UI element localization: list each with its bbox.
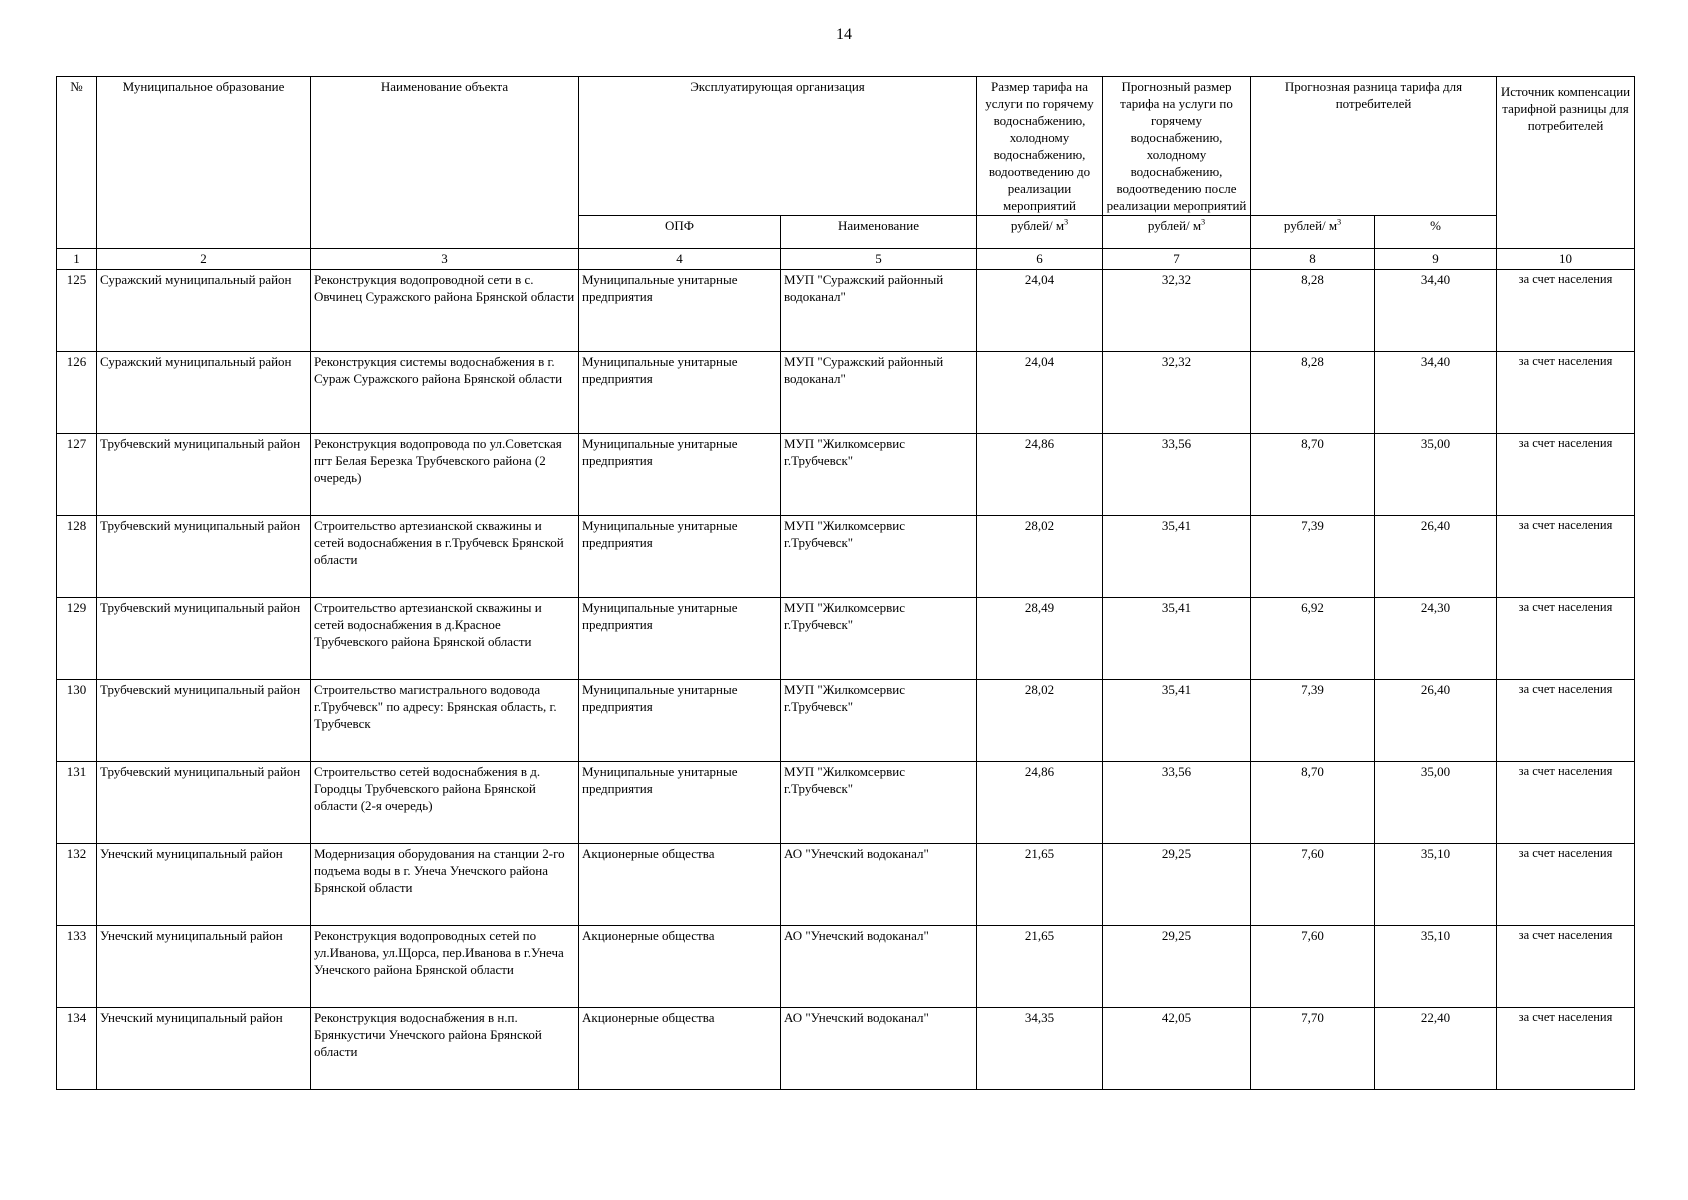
header-unit-diff-percent: %: [1375, 216, 1497, 249]
object-name-cell: Реконструкция водопроводной сети в с. Овчинец Суражского района Брянской области: [311, 270, 579, 352]
tariff-before-cell: 28,02: [977, 680, 1103, 762]
table-row: [57, 598, 1635, 680]
tariff-before-cell: 28,02: [977, 516, 1103, 598]
tariff-before-cell: 24,04: [977, 352, 1103, 434]
municipality-cell: Унечский муниципальный район: [97, 926, 311, 1008]
compensation-source-cell: за счет населения: [1497, 926, 1635, 1008]
operator-opf-cell: Муниципальные унитарные предприятия: [579, 598, 781, 680]
object-name-cell: Реконструкция системы водоснабжения в г. Сураж Суражского района Брянской области: [311, 352, 579, 434]
compensation-source-cell: за счет населения: [1497, 844, 1635, 926]
tariff-diff-rub-cell: 7,39: [1251, 516, 1375, 598]
tariff-diff-percent-cell: 26,40: [1375, 680, 1497, 762]
compensation-source-cell: за счет населения: [1497, 680, 1635, 762]
operator-opf-cell: Акционерные общества: [579, 844, 781, 926]
tariff-diff-percent-cell: 24,30: [1375, 598, 1497, 680]
municipality-cell: Унечский муниципальный район: [97, 844, 311, 926]
header-unit-diff-rub: рублей/ $м^3$: [1251, 216, 1375, 249]
table-row: [57, 680, 1635, 762]
tariff-before-cell: 28,49: [977, 598, 1103, 680]
operator-name-cell: МУП "Жилкомсервис г.Трубчевск": [781, 516, 977, 598]
page-number: 14: [836, 26, 852, 43]
operator-opf-cell: Акционерные общества: [579, 1008, 781, 1090]
header-tariff-after: Прогнозный размер тарифа на услуги по горячему водоснабжению, холодному водоснабжению, водоотведению после реализации мероприятий: [1103, 77, 1251, 216]
object-name-cell: Реконструкция водоснабжения в н.п. Брянкустичи Унечского района Брянской области: [311, 1008, 579, 1090]
operator-opf-cell: Муниципальные унитарные предприятия: [579, 680, 781, 762]
operator-opf-cell: Муниципальные унитарные предприятия: [579, 352, 781, 434]
municipality-cell: Трубчевский муниципальный район: [97, 598, 311, 680]
compensation-source-cell: за счет населения: [1497, 434, 1635, 516]
tariff-after-cell: 42,05: [1103, 1008, 1251, 1090]
object-name-cell: Модернизация оборудования на станции 2-го подъема воды в г. Унеча Унечского района Брянской области: [311, 844, 579, 926]
tariff-after-cell: 29,25: [1103, 926, 1251, 1008]
tariff-diff-rub-cell: 8,70: [1251, 434, 1375, 516]
municipality-cell: Трубчевский муниципальный район: [97, 762, 311, 844]
object-name-cell: Реконструкция водопровода по ул.Советская пгт Белая Березка Трубчевского района (2 очередь): [311, 434, 579, 516]
tariff-before-cell: 34,35: [977, 1008, 1103, 1090]
column-number: 7: [1103, 249, 1251, 270]
row-number: 134: [57, 1008, 97, 1090]
tariff-diff-percent-cell: 34,40: [1375, 270, 1497, 352]
tariff-before-cell: 24,04: [977, 270, 1103, 352]
header-no: №: [57, 77, 97, 249]
table-body: [57, 270, 1635, 1090]
tariff-after-cell: 29,25: [1103, 844, 1251, 926]
tariff-diff-rub-cell: 6,92: [1251, 598, 1375, 680]
municipality-cell: Трубчевский муниципальный район: [97, 516, 311, 598]
tariff-after-cell: 35,41: [1103, 516, 1251, 598]
municipality-cell: Трубчевский муниципальный район: [97, 434, 311, 516]
operator-opf-cell: Муниципальные унитарные предприятия: [579, 762, 781, 844]
operator-name-cell: МУП "Суражский районный водоканал": [781, 352, 977, 434]
column-number: 10: [1497, 249, 1635, 270]
tariff-after-cell: 35,41: [1103, 598, 1251, 680]
object-name-cell: Строительство сетей водоснабжения в д. Городцы Трубчевского района Брянской области (2-я очередь): [311, 762, 579, 844]
table-row: [57, 1008, 1635, 1090]
table-row: [57, 516, 1635, 598]
row-number: 127: [57, 434, 97, 516]
tariff-diff-rub-cell: 8,28: [1251, 352, 1375, 434]
tariff-before-cell: 24,86: [977, 434, 1103, 516]
column-number: 9: [1375, 249, 1497, 270]
column-number: 3: [311, 249, 579, 270]
operator-name-cell: АО "Унечский водоканал": [781, 844, 977, 926]
operator-name-cell: МУП "Жилкомсервис г.Трубчевск": [781, 680, 977, 762]
row-number: 128: [57, 516, 97, 598]
operator-opf-cell: Акционерные общества: [579, 926, 781, 1008]
operator-name-cell: АО "Унечский водоканал": [781, 926, 977, 1008]
operator-name-cell: МУП "Жилкомсервис г.Трубчевск": [781, 762, 977, 844]
tariff-after-cell: 32,32: [1103, 352, 1251, 434]
tariff-diff-percent-cell: 35,00: [1375, 434, 1497, 516]
tariff-diff-percent-cell: 35,10: [1375, 926, 1497, 1008]
tariff-diff-rub-cell: 8,70: [1251, 762, 1375, 844]
header-compensation-source: Источник компенсации тарифной разницы для потребителей: [1497, 77, 1635, 249]
header-unit-after: рублей/ $м^3$: [1103, 216, 1251, 249]
object-name-cell: Реконструкция водопроводных сетей по ул.Иванова, ул.Щорса, пер.Иванова в г.Унеча Унечского района Брянской области: [311, 926, 579, 1008]
tariff-after-cell: 32,32: [1103, 270, 1251, 352]
header-operator-name: Наименование: [781, 216, 977, 249]
tariff-diff-percent-cell: 26,40: [1375, 516, 1497, 598]
object-name-cell: Строительство магистрального водовода г.Трубчевск" по адресу: Брянская область, г. Трубчевск: [311, 680, 579, 762]
compensation-source-cell: за счет населения: [1497, 1008, 1635, 1090]
compensation-source-cell: за счет населения: [1497, 516, 1635, 598]
tariff-before-cell: 21,65: [977, 844, 1103, 926]
operator-opf-cell: Муниципальные унитарные предприятия: [579, 516, 781, 598]
header-unit-before: рублей/ $м^3$: [977, 216, 1103, 249]
column-number: 6: [977, 249, 1103, 270]
operator-opf-cell: Муниципальные унитарные предприятия: [579, 434, 781, 516]
compensation-source-cell: за счет населения: [1497, 762, 1635, 844]
tariff-diff-percent-cell: 35,00: [1375, 762, 1497, 844]
tariff-after-cell: 35,41: [1103, 680, 1251, 762]
municipality-cell: Суражский муниципальный район: [97, 270, 311, 352]
tariff-diff-rub-cell: 7,39: [1251, 680, 1375, 762]
operator-name-cell: МУП "Суражский районный водоканал": [781, 270, 977, 352]
table-row: [57, 352, 1635, 434]
object-name-cell: Строительство артезианской скважины и сетей водоснабжения в г.Трубчевск Брянской области: [311, 516, 579, 598]
compensation-source-cell: за счет населения: [1497, 352, 1635, 434]
tariff-diff-rub-cell: 7,70: [1251, 1008, 1375, 1090]
table-header: [57, 77, 1635, 270]
table-row: [57, 844, 1635, 926]
tariff-diff-rub-cell: 7,60: [1251, 844, 1375, 926]
tariff-diff-percent-cell: 34,40: [1375, 352, 1497, 434]
compensation-source-cell: за счет населения: [1497, 598, 1635, 680]
tariff-diff-percent-cell: 35,10: [1375, 844, 1497, 926]
tariff-before-cell: 21,65: [977, 926, 1103, 1008]
table-row: [57, 434, 1635, 516]
header-municipality: Муниципальное образование: [97, 77, 311, 249]
operator-opf-cell: Муниципальные унитарные предприятия: [579, 270, 781, 352]
table-row: [57, 762, 1635, 844]
header-tariff-before: Размер тарифа на услуги по горячему водоснабжению, холодному водоснабжению, водоотведению до реализации мероприятий: [977, 77, 1103, 216]
column-number: 4: [579, 249, 781, 270]
municipality-cell: Унечский муниципальный район: [97, 1008, 311, 1090]
operator-name-cell: АО "Унечский водоканал": [781, 1008, 977, 1090]
operator-name-cell: МУП "Жилкомсервис г.Трубчевск": [781, 598, 977, 680]
row-number: 131: [57, 762, 97, 844]
column-number: 5: [781, 249, 977, 270]
column-number: 1: [57, 249, 97, 270]
tariff-table: [56, 76, 1635, 1090]
tariff-diff-rub-cell: 8,28: [1251, 270, 1375, 352]
tariff-diff-rub-cell: 7,60: [1251, 926, 1375, 1008]
column-number: 8: [1251, 249, 1375, 270]
object-name-cell: Строительство артезианской скважины и сетей водоснабжения в д.Красное Трубчевского района Брянской области: [311, 598, 579, 680]
municipality-cell: Трубчевский муниципальный район: [97, 680, 311, 762]
column-number-row: [57, 249, 1635, 270]
tariff-after-cell: 33,56: [1103, 434, 1251, 516]
table-row: [57, 926, 1635, 1008]
header-operator-opf: ОПФ: [579, 216, 781, 249]
row-number: 125: [57, 270, 97, 352]
tariff-after-cell: 33,56: [1103, 762, 1251, 844]
table-row: [57, 270, 1635, 352]
header-operator: Эксплуатирующая организация: [579, 77, 977, 216]
compensation-source-cell: за счет населения: [1497, 270, 1635, 352]
tariff-diff-percent-cell: 22,40: [1375, 1008, 1497, 1090]
row-number: 133: [57, 926, 97, 1008]
tariff-before-cell: 24,86: [977, 762, 1103, 844]
row-number: 126: [57, 352, 97, 434]
row-number: 130: [57, 680, 97, 762]
operator-name-cell: МУП "Жилкомсервис г.Трубчевск": [781, 434, 977, 516]
header-object-name: Наименование объекта: [311, 77, 579, 249]
row-number: 129: [57, 598, 97, 680]
row-number: 132: [57, 844, 97, 926]
municipality-cell: Суражский муниципальный район: [97, 352, 311, 434]
header-tariff-diff: Прогнозная разница тарифа для потребителей: [1251, 77, 1497, 216]
column-number: 2: [97, 249, 311, 270]
